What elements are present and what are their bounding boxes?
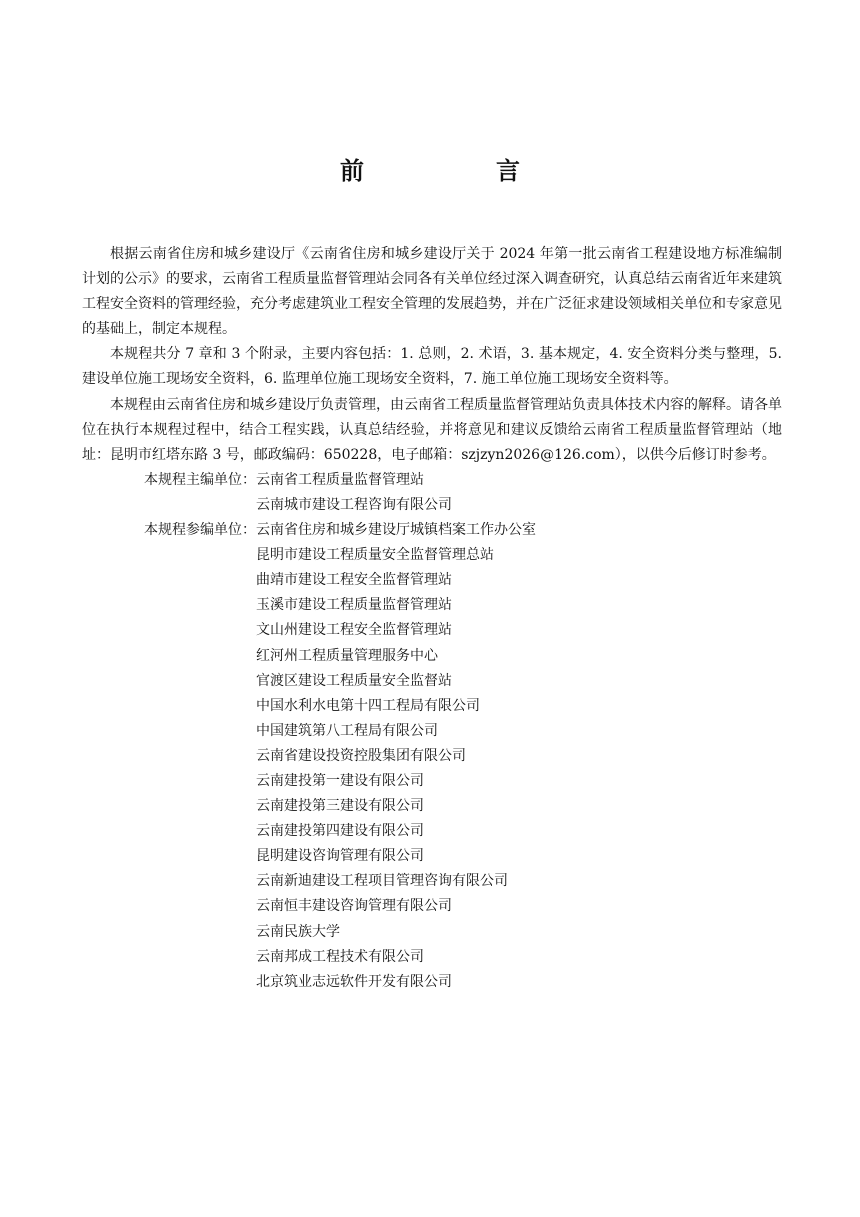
participating-unit-item: 中国建筑第八工程局有限公司 [256,722,438,739]
participating-unit-item: 中国水利水电第十四工程局有限公司 [256,697,480,714]
participating-units-list [256,518,782,995]
participating-unit-item: 云南邦成工程技术有限公司 [256,948,424,965]
contents-paragraph: 本规程共分 7 章和 3 个附录，主要内容包括：1. 总则，2. 术语，3. 基本规定，4. 安全资料分类与整理，5. 建设单位施工现场安全资料，6. 监理单位施工现场安全资料，7. 施工单位施工现场安全资料等。 [82,346,782,388]
participating-unit-item: 昆明建设咨询管理有限公司 [256,848,424,865]
participating-unit-item: 云南省住房和城乡建设厅城镇档案工作办公室 [256,522,536,539]
management-paragraph: 本规程由云南省住房和城乡建设厅负责管理，由云南省工程质量监督管理站负责具体技术内容的解释。请各单位在执行本规程过程中，结合工程实践，认真总结经验，并将意见和建议反馈给云南省工程质量监督管理站（地址：昆明市红塔东路 3 号，邮政编码：650228，电子邮箱：szjzyn2026@126.com），以供今后修订时参考。 [82,396,782,463]
participating-unit-item: 云南省建设投资控股集团有限公司 [256,747,466,764]
participating-unit-item: 官渡区建设工程质量安全监督站 [256,672,452,689]
chief-unit-item: 云南省工程质量监督管理站 [256,471,424,488]
chief-units-label: 本规程主编单位： [144,471,256,488]
page-title: 前 言 [340,156,574,185]
participating-unit-item: 文山州建设工程安全监督管理站 [256,622,452,639]
participating-unit-item: 云南新迪建设工程项目管理咨询有限公司 [256,873,508,890]
participating-unit-item: 玉溪市建设工程质量监督管理站 [256,597,452,614]
participating-unit-item: 北京筑业志远软件开发有限公司 [256,973,452,990]
participating-units-section [82,518,782,995]
intro-paragraph: 根据云南省住房和城乡建设厅《云南省住房和城乡建设厅关于 2024 年第一批云南省工程建设地方标准编制计划的公示》的要求，云南省工程质量监督管理站会同各有关单位经过深入调查研究，认真总结云南省近年来建筑工程安全资料的管理经验，充分考虑建筑业工程安全管理的发展趋势，并在广泛征求建设领域相关单位和专家意见的基础上，制定本规程。 [82,246,782,338]
document-body [82,242,782,995]
participating-unit-item: 云南建投第三建设有限公司 [256,798,424,815]
participating-unit-item: 云南民族大学 [256,923,340,940]
chief-unit-item: 云南城市建设工程咨询有限公司 [256,496,452,513]
participating-unit-item: 云南建投第一建设有限公司 [256,772,424,789]
chief-units-list [256,468,782,518]
chief-units-section [82,468,782,518]
participating-unit-item: 昆明市建设工程质量安全监督管理总站 [256,547,494,564]
participating-unit-item: 曲靖市建设工程安全监督管理站 [256,572,452,589]
participating-unit-item: 红河州工程质量管理服务中心 [256,647,438,664]
participating-units-label: 本规程参编单位： [144,522,256,539]
participating-unit-item: 云南恒丰建设咨询管理有限公司 [256,898,452,915]
participating-unit-item: 云南建投第四建设有限公司 [256,823,424,840]
